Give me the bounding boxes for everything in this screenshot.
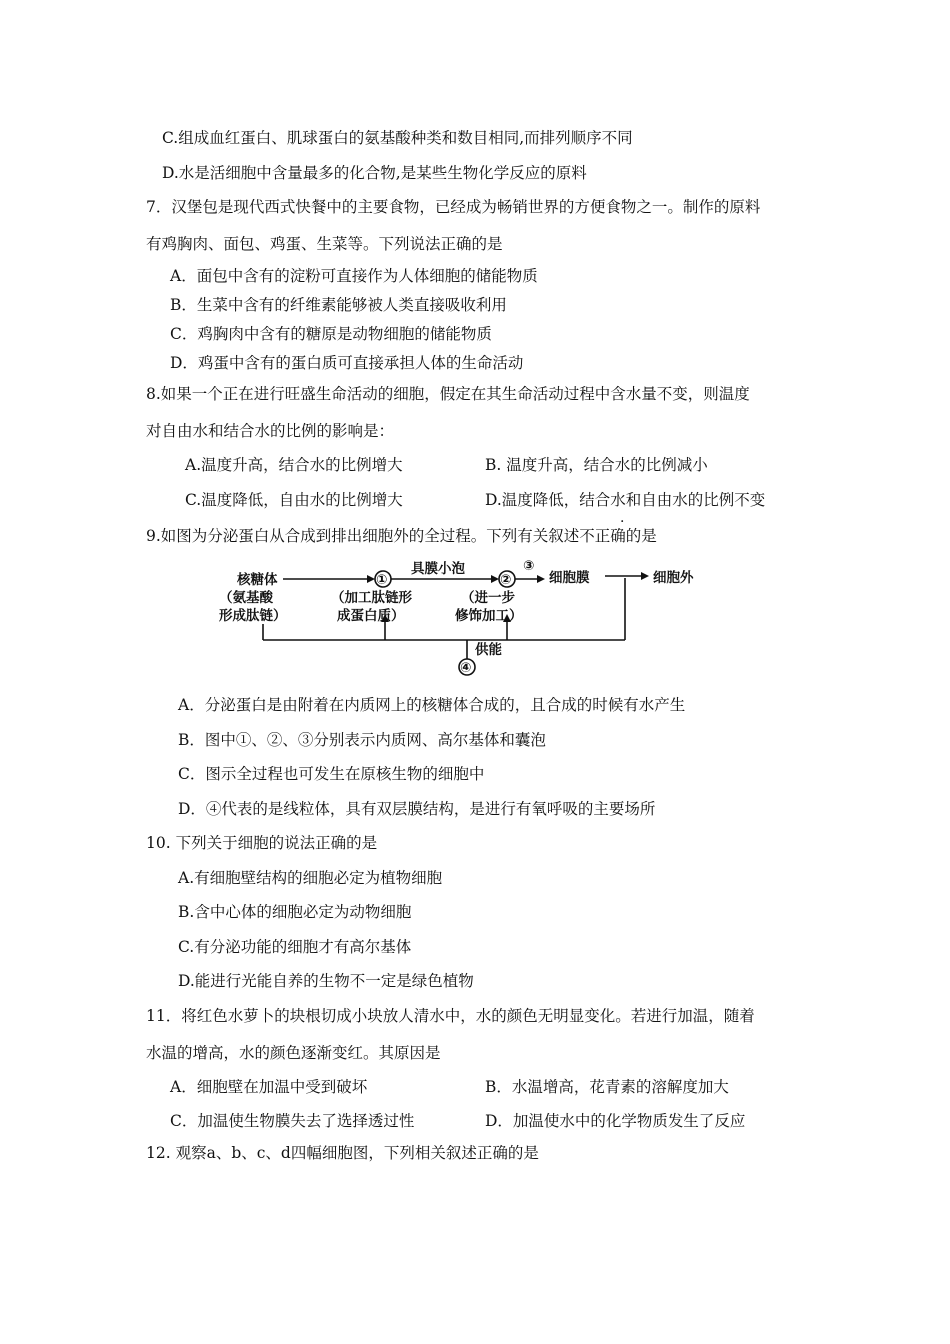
node-4: ④: [460, 660, 472, 676]
q11-option-b: B．水温增高，花青素的溶解度加大: [485, 1078, 729, 1096]
ribosome-note-line1: （氨基酸: [219, 590, 273, 606]
node2-note-line2: 修饰加工）: [455, 608, 523, 624]
node2-note-line1: （进一步: [461, 590, 515, 606]
q7-stem-line1: 7．汉堡包是现代西式快餐中的主要食物，已经成为畅销世界的方便食物之一。制作的原料: [146, 198, 761, 216]
q8-option-a: A.温度升高，结合水的比例增大: [185, 456, 403, 474]
q9-option-c: C．图示全过程也可发生在原核生物的细胞中: [178, 765, 485, 783]
q7-option-a: A．面包中含有的淀粉可直接作为人体细胞的储能物质: [170, 267, 538, 285]
q10-option-b: B.含中心体的细胞必定为动物细胞: [178, 903, 412, 921]
node1-note-line2: 成蛋白质）: [337, 608, 405, 624]
q10-option-c: C.有分泌功能的细胞才有高尔基体: [178, 938, 412, 956]
node-2: ②: [500, 572, 512, 588]
membrane-label: 细胞膜: [549, 570, 590, 586]
q7-stem-line2: 有鸡胸肉、面包、鸡蛋、生菜等。下列说法正确的是: [146, 235, 503, 253]
q7-option-b: B．生菜中含有的纤维素能够被人类直接吸收利用: [170, 296, 507, 314]
q10-option-a: A.有细胞壁结构的细胞必定为植物细胞: [178, 869, 443, 887]
q11-option-c: C．加温使生物膜失去了选择透过性: [170, 1112, 415, 1130]
emphasis-dot: ·: [620, 514, 625, 530]
outside-label: 细胞外: [653, 570, 694, 586]
q10-option-d: D.能进行光能自养的生物不一定是绿色植物: [178, 972, 474, 990]
q6-option-d: D.水是活细胞中含量最多的化合物,是某些生物化学反应的原料: [162, 164, 587, 182]
q9-stem: 9.如图为分泌蛋白从合成到排出细胞外的全过程。下列有关叙述不正确的是: [146, 527, 657, 545]
energy-label: 供能: [475, 642, 502, 658]
secretion-process-diagram: [215, 556, 735, 684]
q6-option-c: C.组成血红蛋白、肌球蛋白的氨基酸种类和数目相同,而排列顺序不同: [162, 129, 633, 147]
q9-option-a: A．分泌蛋白是由附着在内质网上的核糖体合成的，且合成的时候有水产生: [178, 696, 686, 714]
q7-option-d: D．鸡蛋中含有的蛋白质可直接承担人体的生命活动: [170, 354, 524, 372]
q10-stem: 10. 下列关于细胞的说法正确的是: [146, 834, 378, 852]
q9-option-d: D．④代表的是线粒体，具有双层膜结构，是进行有氧呼吸的主要场所: [178, 800, 656, 818]
node1-note-line1: （加工肽链形: [331, 590, 412, 606]
q8-stem-line1: 8.如果一个正在进行旺盛生命活动的细胞，假定在其生命活动过程中含水量不变，则温度: [146, 385, 750, 403]
q8-option-b: B. 温度升高，结合水的比例减小: [485, 456, 708, 474]
ribosome-label: 核糖体: [237, 572, 278, 588]
node-1: ①: [376, 572, 388, 588]
q11-option-a: A．细胞壁在加温中受到破坏: [170, 1078, 368, 1096]
q8-stem-line2: 对自由水和结合水的比例的影响是：: [146, 422, 395, 440]
q11-stem-line1: 11．将红色水萝卜的块根切成小块放人清水中，水的颜色无明显变化。若进行加温，随着: [146, 1007, 755, 1025]
vesicle-label: 具膜小泡: [411, 561, 465, 577]
node-3: ③: [523, 558, 535, 574]
q11-option-d: D．加温使水中的化学物质发生了反应: [485, 1112, 746, 1130]
q7-option-c: C．鸡胸肉中含有的糖原是动物细胞的储能物质: [170, 325, 492, 343]
q8-option-c: C.温度降低，自由水的比例增大: [185, 491, 403, 509]
q11-stem-line2: 水温的增高，水的颜色逐渐变红。其原因是: [146, 1044, 441, 1062]
q8-option-d: D.温度降低，结合水和自由水的比例不变: [485, 491, 766, 509]
q9-option-b: B．图中①、②、③分别表示内质网、高尔基体和囊泡: [178, 731, 546, 749]
q12-stem: 12. 观察a、b、c、d四幅细胞图，下列相关叙述正确的是: [146, 1144, 539, 1162]
ribosome-note-line2: 形成肽链）: [219, 608, 287, 624]
